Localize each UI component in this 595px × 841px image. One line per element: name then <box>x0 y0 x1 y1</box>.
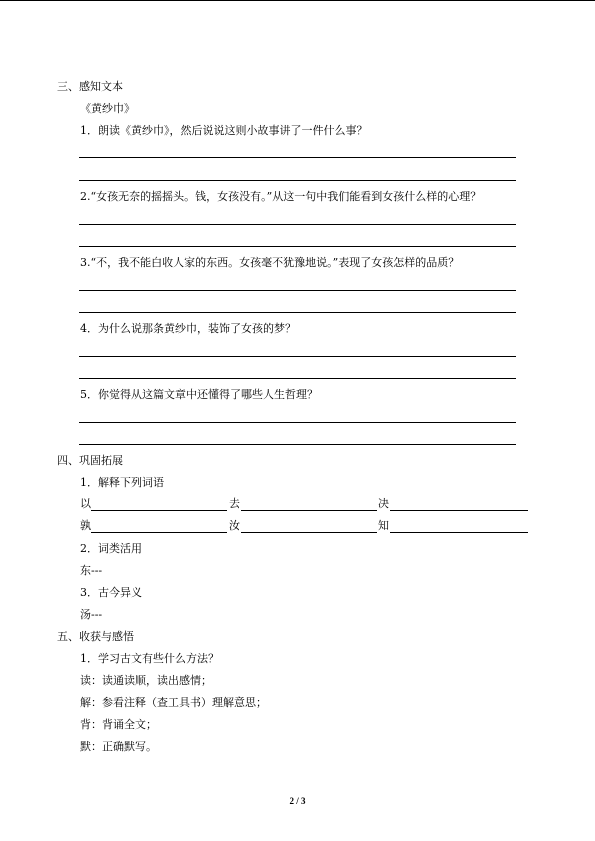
vocab-word: 决 <box>378 497 389 510</box>
vocab-word: 以 <box>80 497 91 510</box>
vocab-word: 知 <box>378 519 389 532</box>
answer-line <box>79 422 516 423</box>
top-border <box>0 0 595 1</box>
fill-blank-line <box>390 532 528 533</box>
fill-blank-line <box>241 532 377 533</box>
answer-line <box>79 444 516 445</box>
question-2: 2.“女孩无奈的摇摇头。钱，女孩没有。”从这一句中我们能看到女孩什么样的心理？ <box>80 190 482 203</box>
question-5: 5．你觉得从这篇文章中还懂得了哪些人生哲理？ <box>80 388 318 401</box>
question-3: 3.“不，我不能白收人家的东西。女孩毫不犹豫地说。”表现了女孩怎样的品质？ <box>80 256 460 269</box>
section-4-heading: 四、巩固拓展 <box>57 454 123 467</box>
answer-line <box>79 290 516 291</box>
vocab-word: 孰 <box>80 519 91 532</box>
ancient-modern-heading: 3．古今异义 <box>80 586 142 599</box>
method-explain: 解：参看注释（查工具书）理解意思； <box>80 696 267 709</box>
ancient-modern-answer: 汤--- <box>80 608 103 621</box>
vocab-instruction: 1．解释下列词语 <box>80 476 164 489</box>
section-3-heading: 三、感知文本 <box>57 80 123 93</box>
question-1: 1．朗读《黄纱巾》，然后说说这则小故事讲了一件什么事？ <box>80 124 368 137</box>
text-title: 《黄纱巾》 <box>80 102 135 115</box>
method-recite: 背：背诵全文； <box>80 718 157 731</box>
word-class-heading: 2．词类活用 <box>80 542 142 555</box>
page-number: 2 / 3 <box>289 796 306 806</box>
method-read: 读：读通读顺，读出感情； <box>80 674 212 687</box>
answer-line <box>79 224 516 225</box>
word-class-answer: 东--- <box>80 564 103 577</box>
fill-blank-line <box>241 510 377 511</box>
answer-line <box>79 157 516 158</box>
method-dictate: 默：正确默写。 <box>80 740 157 753</box>
answer-line <box>79 378 516 379</box>
answer-line <box>79 312 516 313</box>
question-4: 4．为什么说那条黄纱巾，装饰了女孩的梦？ <box>80 322 296 335</box>
fill-blank-line <box>91 510 227 511</box>
vocab-word: 去 <box>229 497 240 510</box>
answer-line <box>79 356 516 357</box>
fill-blank-line <box>91 532 227 533</box>
vocab-word: 汝 <box>229 519 240 532</box>
answer-line <box>79 180 516 181</box>
fill-blank-line <box>390 510 528 511</box>
method-question: 1．学习古文有些什么方法？ <box>80 652 219 665</box>
section-5-heading: 五、收获与感悟 <box>57 630 134 643</box>
answer-line <box>79 246 516 247</box>
